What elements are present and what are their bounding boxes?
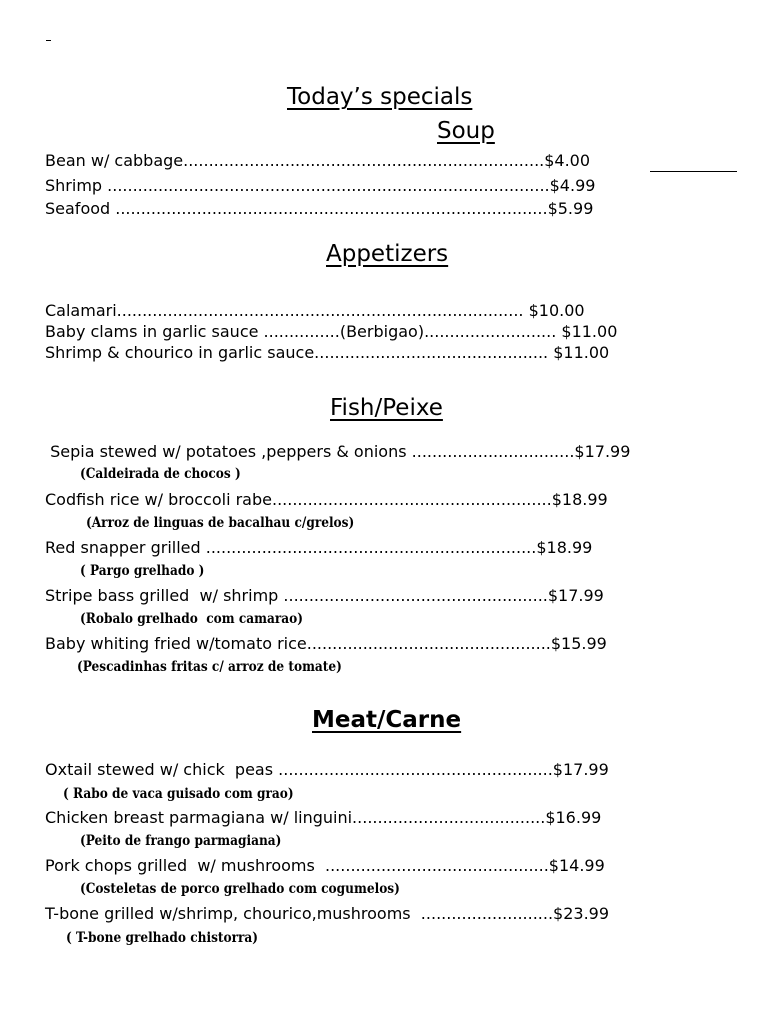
menu-item-chicken-breast: Chicken breast parmagiana w/ linguini......................................$16.99 [45, 808, 602, 827]
menu-item-codfish-rice: Codfish rice w/ broccoli rabe.......................................................$18.99 [45, 490, 608, 509]
translation-t-bone: ( T-bone grelhado chistorra) [66, 930, 259, 946]
translation-sepia: (Caldeirada de chocos ) [80, 466, 241, 482]
menu-item-calamari: Calamari................................................................................ $10.00 [45, 301, 585, 320]
page-title: Today’s specials [287, 84, 473, 110]
translation-chicken-breast: (Peito de frango parmagiana) [80, 833, 282, 849]
menu-item-sepia: Sepia stewed w/ potatoes ,peppers & onions ................................$17.99 [45, 442, 631, 461]
menu-item-shrimp-soup: Shrimp .......................................................................................$4.99 [45, 176, 596, 195]
translation-oxtail: ( Rabo de vaca guisado com grao) [63, 786, 294, 802]
appetizers-heading: Appetizers [326, 241, 449, 267]
translation-baby-whiting: (Pescadinhas fritas c/ arroz de tomate) [77, 659, 342, 675]
menu-item-red-snapper: Red snapper grilled .................................................................$18.99 [45, 538, 593, 557]
menu-item-baby-clams: Baby clams in garlic sauce ...............(Berbigao).......................... $11.00 [45, 322, 618, 341]
menu-item-shrimp-chourico: Shrimp & chourico in garlic sauce.............................................. $11.00 [45, 343, 610, 362]
menu-item-stripe-bass: Stripe bass grilled w/ shrimp ....................................................$17.99 [45, 586, 604, 605]
menu-item-oxtail: Oxtail stewed w/ chick peas ......................................................$17.99 [45, 760, 609, 779]
menu-item-pork-chops: Pork chops grilled w/ mushrooms ............................................$14.99 [45, 856, 605, 875]
menu-item-bean-cabbage: Bean w/ cabbage.......................................................................$4.00 [45, 151, 591, 170]
menu-item-seafood-soup: Seafood .....................................................................................$5.99 [45, 199, 594, 218]
translation-pork-chops: (Costeletas de porco grelhado com cogumelos) [80, 881, 400, 897]
underline-rule [650, 171, 737, 172]
translation-red-snapper: ( Pargo grelhado ) [80, 563, 205, 579]
corner-mark [46, 40, 51, 41]
meat-heading: Meat/Carne [312, 707, 462, 733]
fish-heading: Fish/Peixe [330, 395, 443, 421]
menu-item-t-bone: T-bone grilled w/shrimp, chourico,mushrooms ..........................$23.99 [45, 904, 610, 923]
translation-stripe-bass: (Robalo grelhado com camarao) [80, 611, 304, 627]
translation-codfish-rice: (Arroz de linguas de bacalhau c/grelos) [86, 515, 355, 531]
soup-heading: Soup [437, 118, 495, 144]
menu-item-baby-whiting: Baby whiting fried w/tomato rice................................................$15.99 [45, 634, 607, 653]
